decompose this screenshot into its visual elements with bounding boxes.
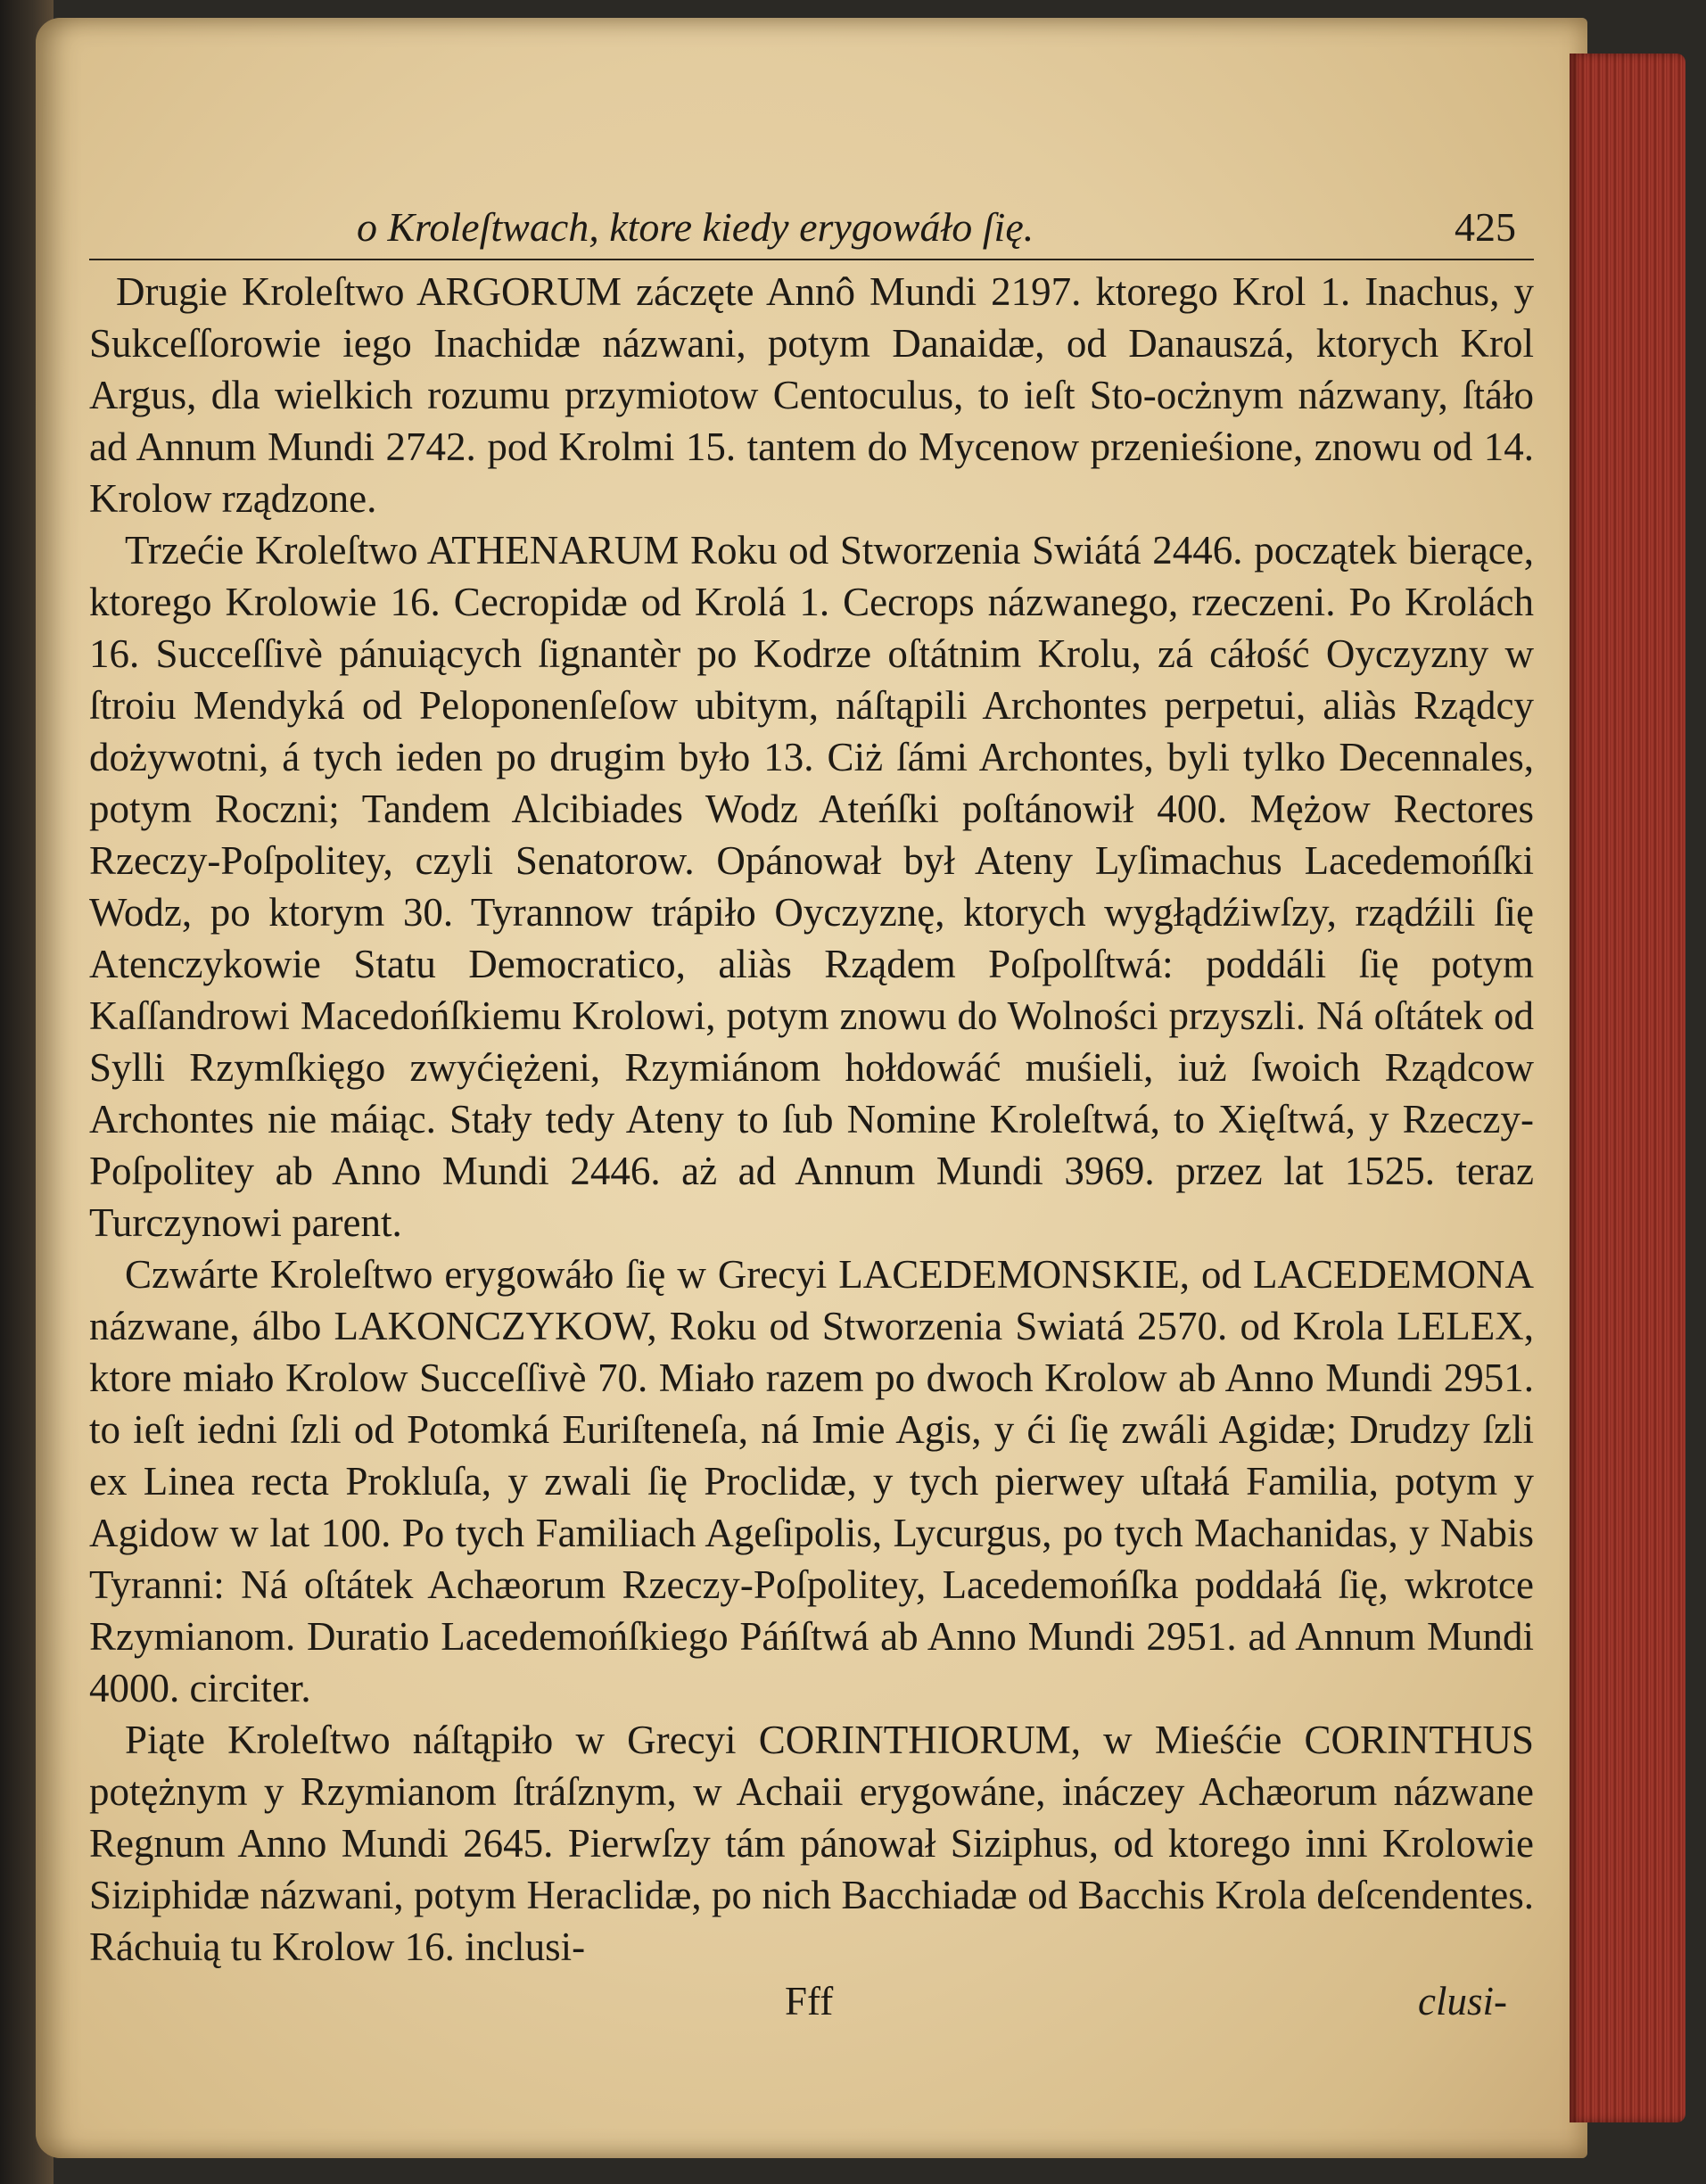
running-head-title: o Kroleſtwach, ktore kiedy erygowáło ſię.: [357, 204, 1034, 250]
paragraph-athenarum: Trzećie Kroleſtwo ATHENARUM Roku od Stworzenia Swiátá 2446. początek bierące, ktorego Krolowie 16. Cecropidæ od Krolá 1. Cecrops názwanego, rzeczeni. Po Krolách 16. Succeſſivè pánuiących ſignantèr po Kodrze oſtátnim Krolu, zá cáłość Oyczyzny w ſtroiu Mendyká od Peloponenſeſow ubitym, náſtąpili Archontes perpetui, aliàs Rządcy dożywotni, á tych ieden po drugim było 13. Ciż ſámi Archontes, byli tylko Decennales, potym Roczni; Tandem Alcibiades Wodz Ateńſki poſtánowił 400. Mężow Rectores Rzeczy-Poſpolitey, czyli Senatorow. Opánował był Ateny Lyſimachus Lacedemońſki Wodz, po ktorym 30. Tyrannow trápiło Oyczyznę, ktorych wygłądźiwſzy, rządźili ſię Atenczykowie Statu Democratico, aliàs Rządem Poſpolſtwá: poddáli ſię potym Kaſſandrowi Macedońſkiemu Krolowi, potym znowu do Wolności przyszli. Ná oſtátek od Sylli Rzymſkięgo zwyćiężeni, Rzymiánom hołdowáć muśieli, iuż ſwoich Rządcow Archontes nie máiąc. Stały tedy Ateny to ſub Nomine Kroleſtwá, to Xięſtwá, y Rzeczy-Poſpolitey ab Anno Mundi 2446. aż ad Annum Mundi 3969. przez lat 1525. teraz Turczynowi parent.: [89, 528, 1534, 1245]
signature-mark: Fff: [785, 1979, 834, 2023]
paragraph-lacedemonskie: Czwárte Kroleſtwo erygowáło ſię w Grecyi LACEDEMONSKIE, od LACEDEMONA názwane, álbo LAKONCZYKOW, Roku od Stworzenia Swiatá 2570. od Krola LELEX, ktore miało Krolow Succeſſivè 70. Miało razem po dwoch Krolow ab Anno Mundi 2951. to ieſt iedni ſzli od Potomká Euriſteneſa, ná Imie Agis, y ći ſię zwáli Agidæ; Drudzy ſzli ex Linea recta Prokluſa, y zwali ſię Proclidæ, y tych pierwey uſtałá Familia, potym y Agidow w lat 100. Po tych Familiach Ageſipolis, Lycurgus, po tych Machanidas, y Nabis Tyranni: Ná oſtátek Achæorum Rzeczy-Poſpolitey, Lacedemońſka poddałá ſię, wkrotce Rzymianom. Duratio Lacedemońſkiego Páńſtwá ab Anno Mundi 2951. ad Annum Mundi 4000. circiter.: [89, 1252, 1534, 1710]
page-number: 425: [1455, 204, 1516, 250]
catchword: clusi-: [1418, 1979, 1507, 2023]
footer-line: [89, 1978, 1534, 2032]
header-rule: [89, 259, 1534, 260]
red-page-edges: [1570, 54, 1685, 2122]
paragraph-corinthiorum: Piąte Kroleſtwo náſtąpiło w Grecyi CORINTHIORUM, w Mieśćie CORINTHUS potężnym y Rzymianom ſtráſznym, w Achaii erygowáne, ináczey Achæorum názwane Regnum Anno Mundi 2645. Pierwſzy tám pánował Siziphus, od ktorego inni Krolowie Siziphidæ názwani, potym Heraclidæ, po nich Bacchiadæ od Bacchis Krola deſcendentes. Ráchuią tu Krolow 16. inclusi-: [89, 1718, 1534, 1969]
paragraph-argorum: Drugie Kroleſtwo ARGORUM záczęte Annô Mundi 2197. ktorego Krol 1. Inachus, y Sukceſſorowie iego Inachidæ názwani, potym Danaidæ, od Danauszá, ktorych Krol Argus, dla wielkich rozumu przymiotow Centoculus, to ieſt Sto-ocżnym názwany, ſtáło ad Annum Mundi 2742. pod Krolmi 15. tantem do Mycenow przenieśione, znowu od 14. Krolow rządzone.: [89, 269, 1534, 521]
page-text-block: [89, 203, 1534, 2032]
running-head: [89, 203, 1534, 259]
